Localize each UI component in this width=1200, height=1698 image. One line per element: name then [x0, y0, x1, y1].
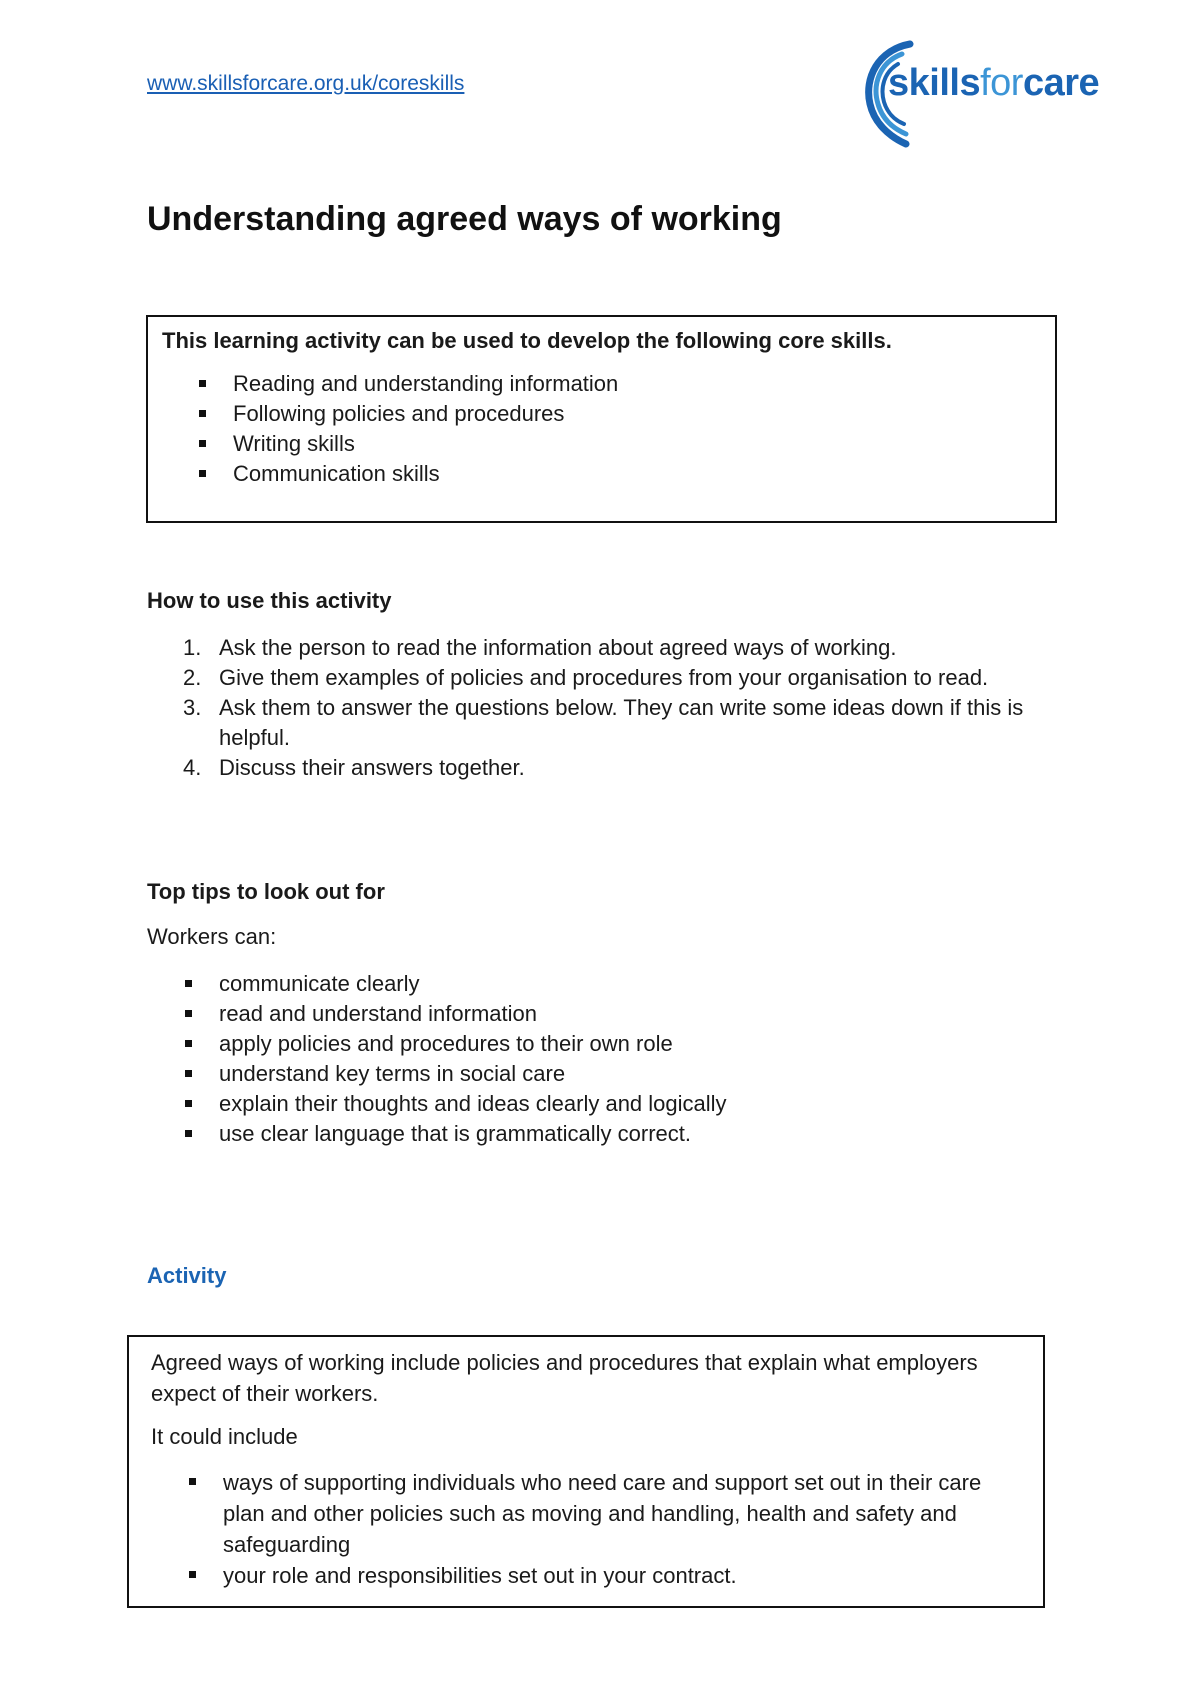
square-bullet-icon — [185, 1040, 192, 1047]
core-skills-intro: This learning activity can be used to develop the following core skills. — [162, 328, 892, 353]
top-tips-lead: Workers can: — [147, 924, 277, 949]
list-item: Reading and understanding information — [233, 369, 618, 399]
top-tips-heading: Top tips to look out for — [147, 879, 385, 904]
step-item: 4. Discuss their answers together. — [183, 755, 525, 780]
list-item: Communication skills — [233, 459, 618, 489]
square-bullet-icon — [185, 980, 192, 987]
list-item: use clear language that is grammatically correct. — [219, 1119, 727, 1149]
list-item: Writing skills — [233, 429, 618, 459]
step-item: 1. Ask the person to read the information about agreed ways of working. — [183, 635, 897, 660]
logo-text-skills: skills — [888, 62, 981, 104]
list-item: read and understand information — [219, 999, 727, 1029]
square-bullet-icon — [189, 1478, 196, 1485]
core-skills-list — [233, 369, 618, 489]
list-item: explain their thoughts and ideas clearly and logically — [219, 1089, 727, 1119]
coreskills-link[interactable]: www.skillsforcare.org.uk/coreskills — [147, 72, 465, 95]
activity-box — [127, 1335, 1045, 1608]
list-item: apply policies and procedures to their own role — [219, 1029, 727, 1059]
how-to-steps — [147, 633, 1047, 783]
list-item: communicate clearly — [219, 969, 727, 999]
list-item: Following policies and procedures — [233, 399, 618, 429]
skills-for-care-logo — [858, 40, 1100, 152]
square-bullet-icon — [185, 1010, 192, 1017]
list-item: understand key terms in social care — [219, 1059, 727, 1089]
square-bullet-icon — [199, 380, 206, 387]
logo-text-for: for — [980, 62, 1023, 104]
how-to-heading: How to use this activity — [147, 588, 392, 613]
square-bullet-icon — [199, 440, 206, 447]
logo-text-care: care — [1022, 62, 1100, 104]
step-item: 3. Ask them to answer the questions below. They can write some ideas down if this is helpful. — [183, 695, 1024, 750]
step-item: 2. Give them examples of policies and procedures from your organisation to read. — [183, 665, 989, 690]
square-bullet-icon — [189, 1571, 196, 1578]
page-title: Understanding agreed ways of working — [147, 200, 782, 238]
square-bullet-icon — [185, 1070, 192, 1077]
square-bullet-icon — [199, 410, 206, 417]
square-bullet-icon — [185, 1130, 192, 1137]
list-item: ways of supporting individuals who need care and support set out in their care plan and other policies such as moving and handling, health and safety and safeguarding — [223, 1467, 1023, 1560]
activity-paragraph: Agreed ways of working include policies and procedures that explain what employers expect of their workers. — [151, 1350, 978, 1406]
activity-list — [223, 1467, 1023, 1591]
square-bullet-icon — [185, 1100, 192, 1107]
activity-lead: It could include — [151, 1424, 298, 1449]
activity-heading: Activity — [147, 1263, 227, 1288]
top-tips-list — [219, 969, 727, 1149]
square-bullet-icon — [199, 470, 206, 477]
list-item: your role and responsibilities set out in your contract. — [223, 1560, 1023, 1591]
